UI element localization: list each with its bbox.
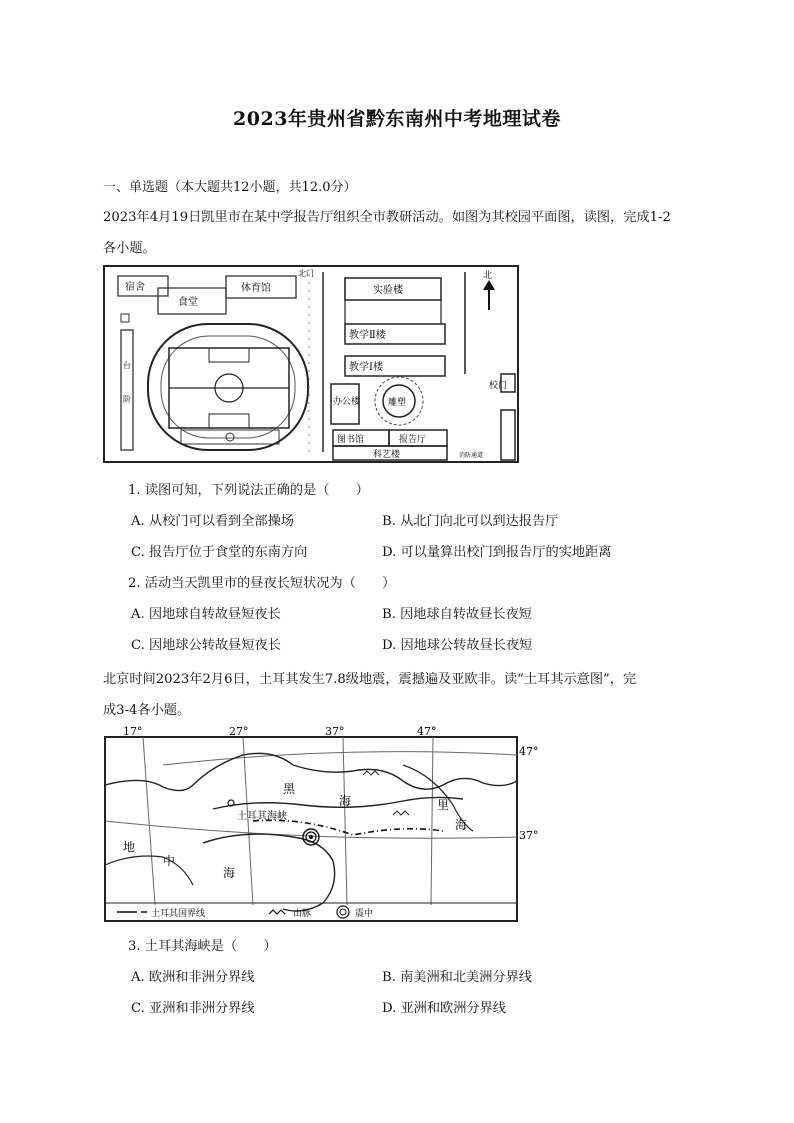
question-1-option-b[interactable]: B. 从北门向北可以到达报告厅 — [382, 514, 559, 529]
lon-label-17: 17° — [123, 725, 143, 738]
map-label-library: 图书馆 — [337, 435, 365, 445]
map-label-north-gate: 北门 — [298, 269, 314, 278]
lon-label-27: 27° — [229, 725, 249, 738]
map-label-school-gate: 校门 — [489, 381, 508, 391]
map-label-dorm: 宿舍 — [125, 282, 145, 293]
lat-label-47: 47° — [519, 745, 539, 758]
passage-1-line-2: 各小题。 — [103, 241, 156, 256]
passage-1-line-1: 2023年4月19日凯里市在某中学报告厅组织全市教研活动。如图为其校园平面图，读图，完成1-2 — [103, 210, 671, 225]
legend-mountain-label: 山脉 — [293, 909, 312, 919]
question-3-option-a[interactable]: A. 欧洲和非洲分界线 — [131, 970, 255, 985]
question-2-option-b[interactable]: B. 因地球自转故昼长夜短 — [382, 607, 532, 622]
map-label-med-2: 中 — [163, 854, 176, 868]
map-label-teach1: 教学Ⅰ楼 — [349, 362, 383, 373]
map-label-fire-lane: 消防通道 — [459, 452, 484, 459]
map-label-caspian-2: 海 — [455, 818, 468, 832]
map-label-gym: 体育馆 — [241, 283, 271, 294]
question-2-option-c[interactable]: C. 因地球公转故昼短夜长 — [131, 638, 281, 653]
legend-border-label: 土耳其国界线 — [151, 909, 206, 919]
map-label-tech: 科艺楼 — [373, 450, 401, 460]
map-label-med-1: 地 — [123, 840, 136, 854]
map-label-lab: 实验楼 — [373, 285, 403, 296]
map-label-canteen: 食堂 — [178, 297, 198, 308]
campus-map-figure — [103, 264, 521, 464]
passage-2-line-2: 成3-4各小题。 — [103, 703, 191, 718]
map-label-teach2: 教学Ⅱ楼 — [349, 330, 386, 341]
passage-1 — [103, 202, 703, 264]
question-2-stem: 2. 活动当天凯里市的昼夜长短状况为（ ） — [128, 576, 396, 591]
lat-label-37: 37° — [519, 829, 539, 842]
legend-epicenter-label: 震中 — [355, 909, 374, 919]
map-label-strait: 土耳其海峡 — [237, 811, 287, 822]
map-label-black-sea-2: 海 — [339, 794, 352, 808]
question-3-option-b[interactable]: B. 南美洲和北美洲分界线 — [382, 970, 532, 985]
lon-label-37: 37° — [325, 725, 345, 738]
question-1-option-d[interactable]: D. 可以量算出校门到报告厅的实地距离 — [382, 545, 612, 560]
map-label-steps-1: 台 — [123, 361, 131, 370]
map-label-caspian-1: 里 — [437, 798, 450, 812]
map-label-hall: 报告厅 — [399, 435, 427, 445]
page-title: 2023年贵州省黔东南州中考地理试卷 — [233, 108, 561, 130]
map-label-sculpture: 雕塑 — [388, 398, 407, 408]
question-3-option-c[interactable]: C. 亚洲和非洲分界线 — [131, 1001, 255, 1016]
lon-label-47: 47° — [417, 725, 437, 738]
map-label-office: 办公楼 — [333, 397, 361, 407]
question-3-option-d[interactable]: D. 亚洲和欧洲分界线 — [382, 1001, 506, 1016]
question-1-stem: 1. 读图可知，下列说法正确的是（ ） — [128, 483, 369, 498]
question-2-option-a[interactable]: A. 因地球自转故昼短夜长 — [131, 607, 281, 622]
map-label-steps-2: 阶 — [123, 395, 131, 404]
passage-2 — [103, 664, 703, 726]
question-3-stem: 3. 土耳其海峡是（ ） — [128, 939, 277, 954]
turkey-map-figure — [103, 725, 539, 925]
map-label-north: 北 — [483, 271, 493, 281]
question-2-option-d[interactable]: D. 因地球公转故昼长夜短 — [382, 638, 533, 653]
question-1-option-c[interactable]: C. 报告厅位于食堂的东南方向 — [131, 545, 308, 560]
map-label-med-3: 海 — [223, 866, 236, 880]
passage-2-line-1: 北京时间2023年2月6日，土耳其发生7.8级地震，震撼遍及亚欧非。读“土耳其示意图”，完 — [103, 672, 637, 687]
map-label-black-sea-1: 黑 — [283, 782, 296, 796]
section-heading: 一、单选题（本大题共12小题，共12.0分） — [103, 180, 357, 195]
question-1-option-a[interactable]: A. 从校门可以看到全部操场 — [131, 514, 294, 529]
